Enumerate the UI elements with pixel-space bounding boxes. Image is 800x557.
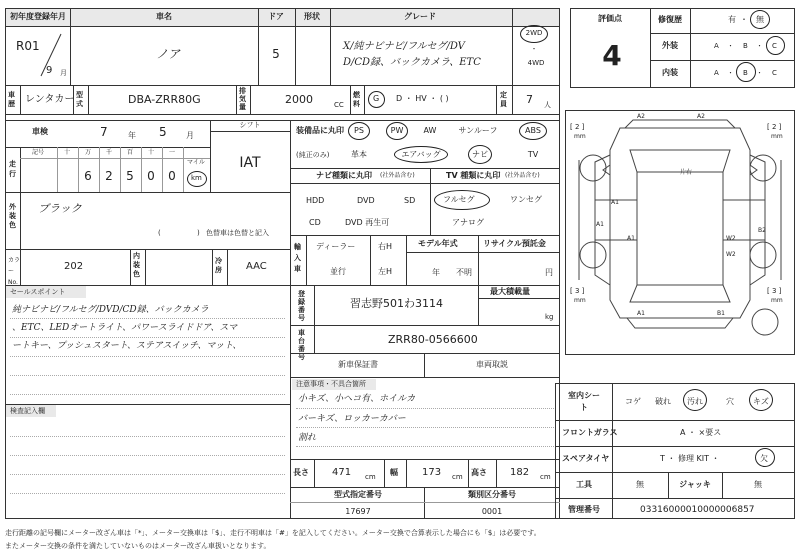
mileage-digit: 0	[147, 169, 155, 183]
mileage-digit: 6	[84, 169, 92, 183]
navi-title: ナビ種類に丸印	[316, 171, 372, 180]
disp-unit: CC	[334, 101, 344, 109]
divider	[424, 353, 425, 377]
footer-note: 走行距離の記号欄にメーター改ざん車は「*」、メーター交換車は「$」、走行不明車は「#」を記入してください。メーター交換で合算表示した場合にも「$」は必要です。	[5, 529, 541, 537]
divider	[212, 249, 213, 285]
damage-mark: 片右	[680, 169, 693, 176]
height-value: 182	[510, 467, 530, 478]
shift-label: シフト	[239, 121, 261, 129]
divider	[555, 446, 795, 447]
repair-sep: ・	[740, 15, 748, 24]
management-label: 管理番号	[568, 505, 600, 514]
diagram-cell-label: [ 2 ]	[767, 123, 782, 131]
divider	[183, 147, 184, 192]
divider	[20, 147, 21, 192]
tools-value: 無	[636, 480, 644, 489]
inspector-label: 検査記入欄	[10, 407, 45, 415]
equip-pw: PW	[390, 126, 404, 135]
divider	[5, 285, 560, 286]
divider	[722, 472, 723, 498]
length-value: 471	[332, 467, 352, 478]
sheet-item: キズ	[753, 397, 769, 406]
divider	[290, 120, 291, 285]
damage-mark: A2	[637, 113, 645, 120]
color-note: 色替車は色替と記入	[206, 229, 269, 237]
navi-dvd-play: DVD 再生可	[345, 218, 390, 227]
notes-label: 注意事項・不具合箇所	[296, 380, 366, 388]
equip-tv: TV	[527, 150, 539, 159]
notes-line: 割れ	[298, 433, 317, 443]
divider	[5, 147, 210, 148]
rule-line	[10, 474, 285, 475]
equip-leather: 革本	[351, 150, 367, 159]
opt-dot: ・	[530, 45, 538, 53]
divider	[290, 285, 291, 519]
divider	[650, 8, 651, 88]
doors-value: 5	[272, 47, 280, 61]
rule-line	[10, 436, 285, 437]
equip-navi: ナビ	[472, 150, 488, 159]
divider	[250, 85, 251, 114]
inspection-month-unit: 月	[186, 131, 194, 140]
use-label: 車歴	[8, 91, 15, 108]
shape-label: 形状	[304, 12, 320, 21]
equip-abs: ABS	[525, 126, 541, 135]
divider	[370, 235, 371, 285]
rule-line	[10, 356, 285, 357]
use-value: レンタカー	[25, 94, 75, 105]
rule-line	[10, 493, 285, 494]
navi-sd: SD	[404, 196, 416, 205]
grade-sep: ・	[727, 42, 734, 50]
spare-label: スペアタイヤ	[562, 454, 610, 463]
tools-label: 工具	[576, 480, 592, 489]
divider	[478, 285, 479, 325]
divider	[99, 147, 100, 192]
height-label: 高さ	[471, 468, 487, 477]
divider	[512, 85, 513, 114]
color-note-open: (	[158, 229, 161, 237]
diagram-unit: mm	[771, 133, 783, 140]
rule-line	[10, 318, 285, 319]
divider	[290, 325, 560, 326]
navi-hdd: HDD	[306, 196, 325, 205]
sheet-item: 破れ	[655, 397, 671, 406]
divider	[650, 60, 795, 61]
interior-sheet-label: 室内シート	[568, 391, 600, 412]
divider	[314, 459, 315, 487]
repair-has: 有	[728, 15, 736, 24]
class-label: 類別区分番号	[468, 490, 516, 499]
jack-value: 無	[754, 480, 762, 489]
divider	[20, 158, 210, 159]
max-load-unit: kg	[545, 313, 554, 321]
divider	[330, 8, 331, 85]
score-value: 4	[602, 39, 622, 72]
damage-mark: A1	[637, 310, 645, 317]
divider	[496, 85, 497, 114]
import-label: 輸入車	[294, 243, 301, 273]
repair-label: 修復歴	[658, 15, 682, 24]
exterior-grade-c: C	[772, 42, 777, 50]
divider	[290, 502, 560, 503]
mileage-header: 記号	[31, 149, 45, 156]
equip-aw: AW	[423, 126, 437, 135]
door-label: ドア	[268, 12, 284, 21]
length-label: 長さ	[293, 468, 309, 477]
fuel-rest: D ・ HV ・ ( )	[396, 94, 449, 103]
rule-line	[296, 408, 554, 409]
class-value: 0001	[481, 507, 503, 516]
mileage-header: 百	[126, 149, 134, 156]
damage-mark: W2	[726, 251, 736, 258]
divider	[162, 147, 163, 192]
diagram-unit: mm	[771, 297, 783, 304]
sheet-item: コゲ	[625, 397, 641, 406]
inspection-month: 5	[159, 125, 167, 139]
grade-sep: ・	[756, 42, 763, 50]
divider	[5, 249, 290, 250]
divider	[350, 85, 351, 114]
diagram-unit: mm	[574, 297, 586, 304]
first-reg-era: R01	[16, 39, 40, 53]
divider	[290, 377, 560, 378]
divider	[120, 147, 121, 192]
sales-line: ートキー、プッシュスタート、ステアスイッチ、マット、	[12, 341, 242, 351]
rule-line	[296, 427, 554, 428]
footer-note: またメーター交換の条件を満たしていないものはメーター改ざん車扱いとなります。	[5, 542, 271, 550]
inspection-year-unit: 年	[128, 131, 136, 140]
divider	[306, 235, 307, 285]
notes-line: 小キズ、小ヘコ有、ホイルカ	[298, 394, 416, 404]
sales-line: 純ナビナビ/フルセグ/DVD/CD録、バックカメラ	[12, 305, 209, 315]
divider	[290, 353, 560, 354]
equip-airbag: エアバッグ	[401, 150, 441, 159]
interior-grade-c: C	[772, 69, 777, 77]
divider	[478, 235, 479, 285]
diagram-unit: mm	[574, 133, 586, 140]
type-label: 型式指定番号	[334, 490, 382, 499]
model-year-unknown: 不明	[456, 268, 472, 277]
grade-line-2: D/CD録、バックカメラ、ETC	[343, 57, 481, 68]
divider	[236, 85, 237, 114]
import-right: 右H	[378, 242, 393, 251]
opt-2wd: 2WD	[525, 29, 543, 37]
disp-value: 2000	[285, 93, 313, 106]
mileage-label: 走行	[9, 160, 16, 178]
divider	[145, 249, 146, 285]
capacity-value: 7	[526, 93, 533, 106]
sales-label: セールスポイント	[10, 288, 66, 296]
damage-mark: A1	[611, 199, 619, 206]
divider	[478, 298, 560, 299]
divider	[512, 8, 513, 85]
divider	[290, 183, 560, 184]
color-no-label: カラーNo.	[8, 257, 21, 286]
inspection-label: 車検	[32, 127, 48, 136]
divider	[290, 487, 560, 488]
diagram-cell-label: [ 3 ]	[767, 287, 782, 295]
navi-dvd: DVD	[357, 196, 375, 205]
equipment-label: 装備品に丸印	[296, 126, 344, 135]
divider	[650, 33, 795, 34]
windshield-value: A ・ ×要ス	[680, 428, 722, 437]
divider	[88, 85, 89, 114]
registration-value: 習志野501わ3114	[350, 297, 443, 310]
sales-line: 、ETC、LEDオートライト、パワースライドドア、スマ	[12, 323, 238, 333]
divider	[314, 285, 315, 353]
divider	[57, 147, 58, 192]
rule-line	[296, 446, 554, 447]
equipment-sublabel: (純正のみ)	[296, 151, 330, 159]
manual-label: 車両取説	[476, 360, 508, 369]
damage-mark: A1	[596, 221, 604, 228]
shift-value: IAT	[239, 155, 261, 171]
divider	[20, 192, 21, 285]
color-value: ブラック	[38, 202, 82, 215]
first-reg-month: 9	[46, 65, 53, 76]
capacity-unit: 人	[544, 101, 551, 109]
diagram-cell-label: [ 2 ]	[570, 123, 585, 131]
first-reg-month-unit: 月	[60, 69, 67, 77]
height-unit: cm	[540, 473, 551, 481]
rule-line	[10, 337, 285, 338]
width-label: 幅	[390, 468, 398, 477]
rule-line	[10, 394, 285, 395]
divider	[364, 85, 365, 114]
type-value: 17697	[345, 507, 371, 516]
equip-sunroof: サンルーフ	[458, 126, 498, 135]
color-no-value: 202	[64, 261, 84, 272]
divider	[496, 459, 497, 487]
diagram-cell-label: [ 3 ]	[570, 287, 585, 295]
import-dealer: ディーラー	[316, 242, 356, 251]
interior-grade-b: B	[743, 69, 748, 77]
registration-label: 登録番号	[298, 290, 305, 322]
mileage-header: 十	[63, 149, 71, 156]
recycle-label: リサイクル預託金	[483, 239, 546, 248]
divider	[70, 8, 71, 85]
mileage-header: 一	[168, 149, 176, 156]
tv-fullseg: フルセグ	[443, 195, 475, 204]
import-parallel: 並行	[330, 267, 346, 276]
divider	[78, 147, 79, 192]
divider	[555, 472, 795, 473]
spare-none: 欠	[760, 454, 768, 463]
first-reg-label: 初年度登録年月	[10, 12, 66, 21]
divider	[290, 235, 560, 236]
interior-grade-a: A	[714, 69, 719, 77]
warranty-label: 新車保証書	[338, 360, 378, 369]
exterior-grade-b: B	[743, 42, 748, 50]
mileage-unit-km: km	[191, 174, 202, 182]
model-label: 型式	[76, 91, 83, 108]
spare-value: T ・ 修理 KIT ・	[660, 454, 720, 463]
width-value: 173	[422, 467, 442, 478]
ac-value: AAC	[246, 261, 267, 272]
grade-sep: ・	[727, 69, 734, 77]
divider	[5, 26, 560, 27]
damage-mark: B1	[717, 310, 725, 317]
divider	[668, 472, 669, 498]
divider	[406, 235, 407, 285]
jack-label: ジャッキ	[679, 480, 711, 489]
divider	[290, 459, 560, 460]
damage-mark: A1	[627, 235, 635, 242]
divider	[430, 168, 431, 235]
mileage-header: 千	[105, 149, 113, 156]
recycle-unit: 円	[545, 268, 553, 277]
divider	[20, 85, 21, 114]
equip-ps: PS	[354, 126, 364, 135]
navi-cd: CD	[309, 218, 321, 227]
divider	[384, 459, 385, 487]
divider	[406, 459, 407, 487]
damage-mark: A2	[697, 113, 705, 120]
divider	[406, 252, 560, 253]
damage-mark: B2	[758, 227, 766, 234]
divider	[227, 249, 228, 285]
repair-none: 無	[756, 15, 764, 24]
wheel-icon	[752, 309, 778, 335]
model-year-label: モデル年式	[418, 239, 458, 248]
tv-title: TV 種類に丸印	[446, 171, 501, 180]
grade-sep: ・	[756, 69, 763, 77]
max-load-label: 最大積載量	[490, 287, 530, 296]
wheel-icon	[580, 242, 606, 268]
interior-color-label: 内装色	[133, 252, 140, 278]
grade-line-1: X/純ナビナビ/フルセグ/DV	[343, 41, 465, 52]
divider	[468, 459, 469, 487]
width-unit: cm	[452, 473, 463, 481]
capacity-label: 定員	[500, 91, 507, 108]
notes-line: バーキズ、ロッカーカバー	[298, 414, 406, 424]
score-label: 評価点	[598, 14, 622, 23]
rule-line	[10, 375, 285, 376]
sheet-item: 穴	[726, 397, 734, 406]
divider	[258, 8, 259, 85]
divider	[210, 131, 290, 132]
rule-line	[10, 455, 285, 456]
mileage-digit: 0	[168, 169, 176, 183]
fuel-label: 燃料	[353, 91, 360, 108]
chassis-value: ZRR80-0566600	[388, 333, 478, 346]
divider	[555, 420, 795, 421]
opt-4wd: 4WD	[527, 59, 545, 67]
inspection-year: 7	[100, 125, 108, 139]
windshield-label: フロントガラス	[562, 428, 618, 437]
sheet-item: 汚れ	[687, 397, 703, 406]
disp-label: 排気量	[239, 87, 246, 111]
divider	[130, 249, 131, 285]
divider	[141, 147, 142, 192]
fuel-g: G	[373, 94, 380, 103]
tv-title-note: (社外品含む)	[505, 172, 540, 179]
color-note-close: )	[197, 229, 200, 237]
mileage-unit-mile: マイル	[187, 159, 205, 166]
tv-analog: アナログ	[452, 218, 484, 227]
divider	[5, 192, 290, 193]
exterior-label: 外装	[662, 41, 678, 50]
divider	[424, 487, 425, 519]
grade-label: グレード	[404, 12, 436, 21]
length-unit: cm	[365, 473, 376, 481]
wheel-icon	[750, 242, 776, 268]
divider	[5, 120, 560, 121]
divider	[555, 498, 795, 499]
chassis-label: 車台番号	[298, 329, 305, 361]
model-year-unit: 年	[432, 268, 440, 277]
mileage-header: 十	[147, 149, 155, 156]
divider	[295, 8, 296, 85]
tv-oneseg: ワンセグ	[510, 195, 542, 204]
navi-title-note: (社外品含む)	[380, 172, 415, 179]
car-name-label: 車名	[156, 12, 172, 21]
mileage-digit: 2	[105, 169, 113, 183]
divider	[5, 114, 560, 115]
color-label: 外装色	[9, 203, 16, 229]
interior-label: 内装	[662, 68, 678, 77]
mileage-header: 万	[84, 149, 92, 156]
car-name-value: ノア	[156, 47, 181, 61]
mileage-digit: 5	[126, 169, 134, 183]
model-value: DBA-ZRR80G	[128, 93, 201, 106]
divider	[690, 8, 691, 88]
damage-mark: W2	[726, 235, 736, 242]
ac-label: 冷房	[215, 257, 222, 274]
import-left: 左H	[378, 267, 393, 276]
divider	[290, 168, 560, 169]
exterior-grade-a: A	[714, 42, 719, 50]
management-value: 03316000010000006857	[640, 505, 755, 515]
